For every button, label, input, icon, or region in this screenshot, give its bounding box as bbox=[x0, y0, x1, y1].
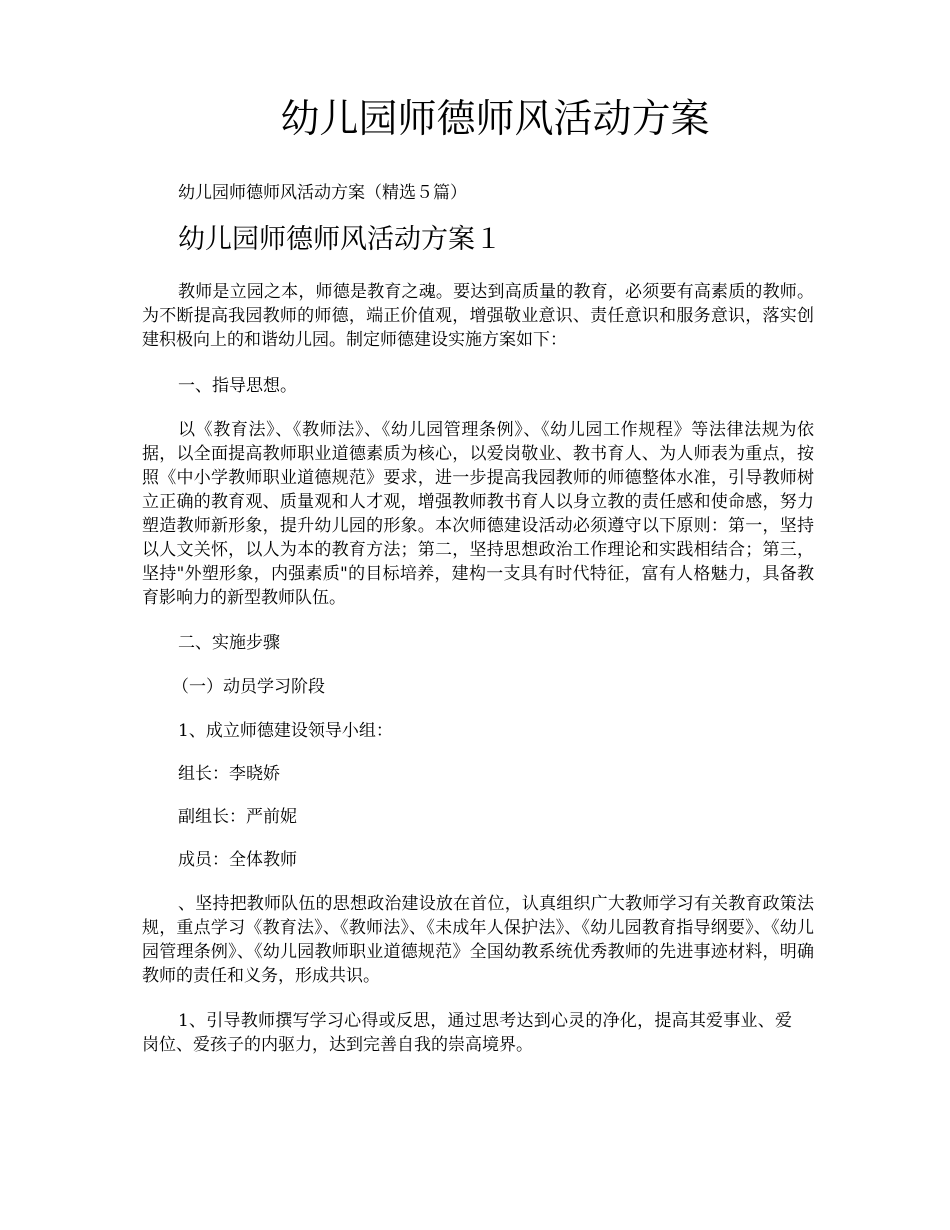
item-group-leader: 组长：李晓娇 bbox=[178, 764, 280, 784]
document-subtitle: 幼儿园师德师风活动方案（精选５篇） bbox=[178, 183, 467, 203]
item-deputy-leader: 副组长：严前妮 bbox=[178, 807, 297, 827]
reflection-paragraph: 1、引导教师撰写学习心得或反思，通过思考达到心灵的净化，提高其爱事业、爱岗位、爱孩子的内驱力，达到完善自我的崇高境界。 bbox=[142, 1011, 792, 1055]
document-title: 幼儿园师德师风活动方案 bbox=[280, 97, 710, 142]
heading-guiding-ideology: 一、指导思想。 bbox=[178, 376, 297, 396]
section-heading: 幼儿园师德师风活动方案１ bbox=[178, 224, 502, 255]
heading-mobilization-stage: （一）动员学习阶段 bbox=[172, 677, 325, 697]
guiding-ideology-paragraph: 以《教育法》、《教师法》、《幼儿园管理条例》、《幼儿园工作规程》等法律法规为依据，以全面提高教师职业道德素质为核心，以爱岗敬业、教书育人、为人师表为重点，按照《中小学教师职业道德规范》要求，进一步提高我园教师的师德整体水准，引导教师树立正确的教育观、质量观和人才观，增强教师教书育人以身立教的责任感和使命感，努力塑造教师新形象，提升幼儿园的形象。本次师德建设活动必须遵守以下原则：第一，坚持以人文关怀，以人为本的教育方法；第二，坚持思想政治工作理论和实践相结合；第三，坚持"外塑形象，内强素质"的目标培养，建构一支具有时代特征，富有人格魅力，具备教育影响力的新型教师队伍。 bbox=[142, 420, 814, 608]
heading-implementation-steps: 二、实施步骤 bbox=[178, 633, 280, 653]
political-study-paragraph: 、坚持把教师队伍的思想政治建设放在首位，认真组织广大教师学习有关教育政策法规，重点学习《教育法》、《教师法》、《未成年人保护法》、《幼儿园教育指导纲要》、《幼儿园管理条例》、《幼儿园教师职业道德规范》全国幼教系统优秀教师的先进事迹材料，明确教师的责任和义务，形成共识。 bbox=[142, 894, 814, 986]
item-leadership-group: 1、成立师德建设领导小组： bbox=[178, 721, 393, 741]
item-members: 成员：全体教师 bbox=[178, 850, 297, 870]
document-body bbox=[142, 180, 814, 1070]
intro-paragraph: 教师是立园之本，师德是教育之魂。要达到高质量的教育，必须要有高素质的教师。为不断提高我园教师的师德，端正价值观，增强敬业意识、责任意识和服务意识，落实创建积极向上的和谐幼儿园。制定师德建设实施方案如下： bbox=[142, 282, 814, 350]
